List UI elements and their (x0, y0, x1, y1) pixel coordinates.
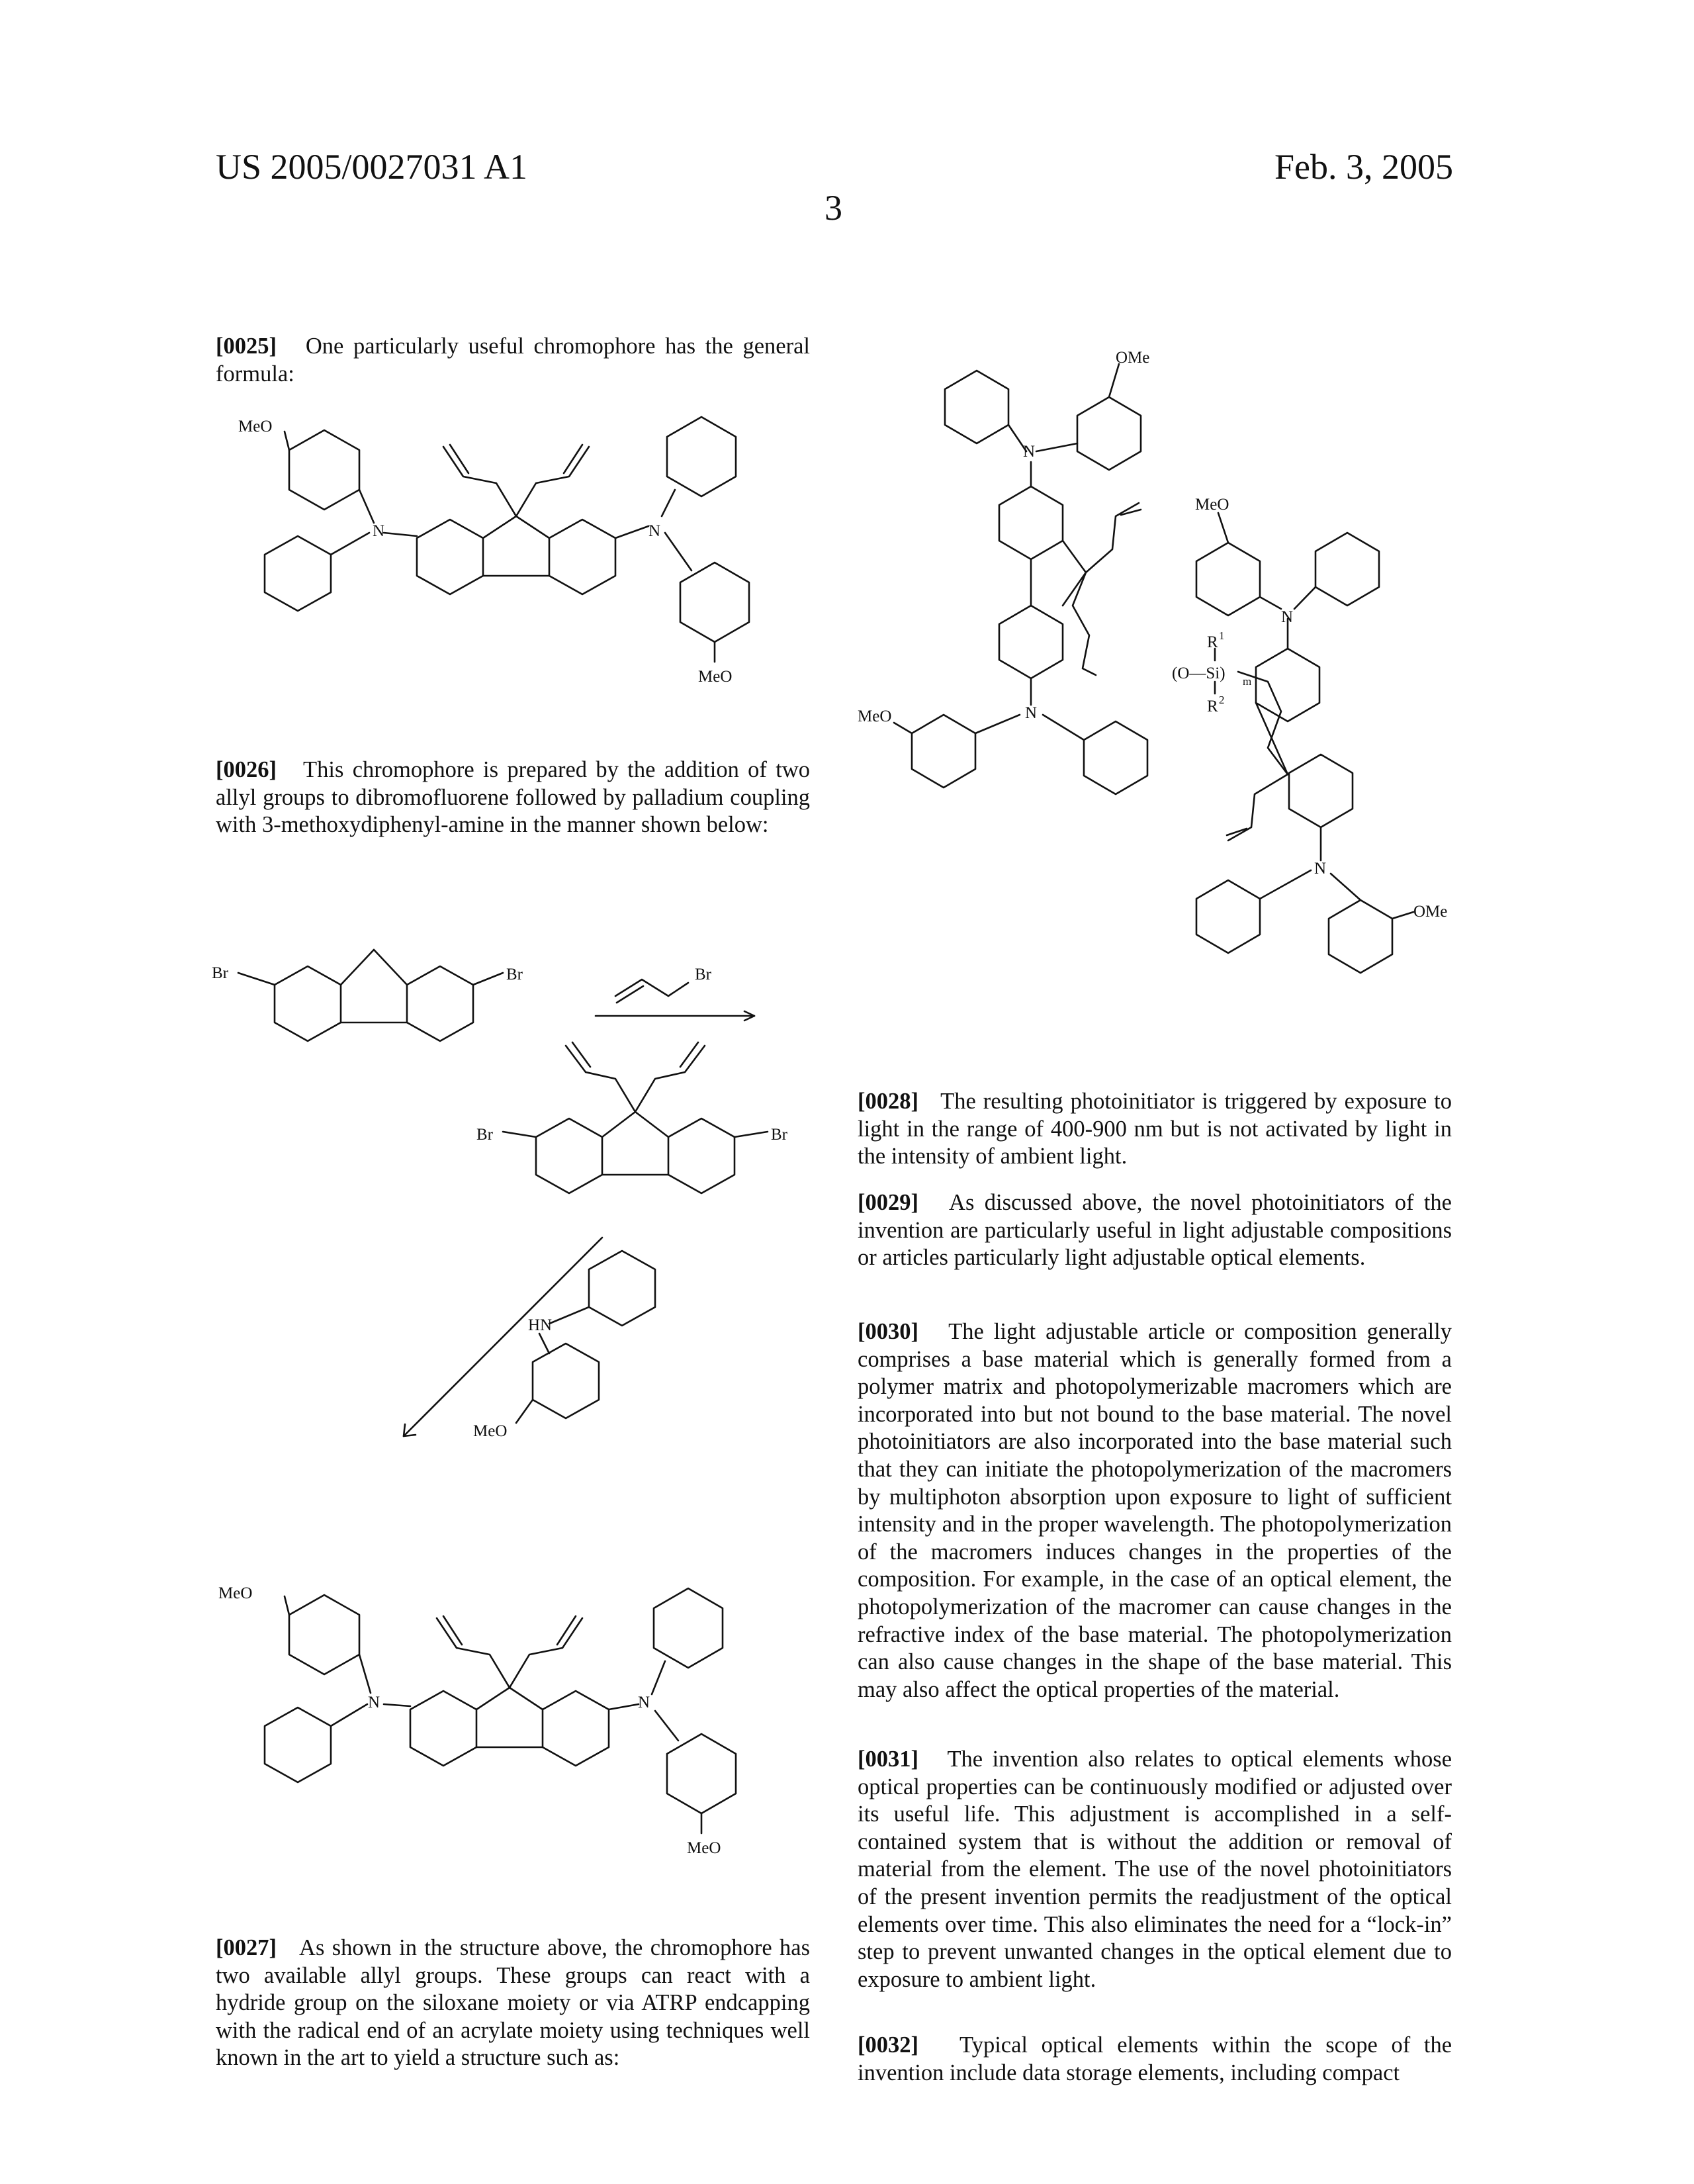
methoxy-label: MeO (858, 707, 891, 725)
chromophore-structure-1 (199, 384, 834, 715)
paragraph-number: [0028] (858, 1089, 918, 1114)
paragraph-text: This chromophore is prepared by the addition of two allyl groups to dibromofluorene followed by palladium coupling with 3-methoxydiphenyl-amine in the manner shown below: (216, 757, 810, 837)
siloxane-dimer-structure (858, 344, 1480, 1006)
methoxy-label: OMe (1116, 349, 1149, 367)
paragraph-text: As shown in the structure above, the chromophore has two available allyl groups. These groups can react with a hydride group on the siloxane moiety or via ATRP endcapping with the radical end of an acrylate moiety using techniques well known in the art to yield a structure such as: (216, 1935, 810, 2070)
paragraph-number: [0031] (858, 1747, 918, 1772)
paragraph-number: [0027] (216, 1935, 277, 1960)
patent-number: US 2005/0027031 A1 (216, 147, 527, 187)
amine-label: HN (528, 1316, 552, 1334)
paragraph-number: [0029] (858, 1190, 918, 1215)
paragraph-0025 (216, 333, 810, 388)
paragraph-number: [0032] (858, 2032, 918, 2058)
nitrogen-label: N (1281, 608, 1293, 626)
methoxy-label: MeO (687, 1839, 721, 1857)
paragraph-text: As discussed above, the novel photoinitiators of the invention are particularly useful in light adjustable compositions or articles particularly light adjustable optical elements. (858, 1190, 1452, 1270)
r1-superscript: 1 (1219, 629, 1225, 642)
paragraph-text: Typical optical elements within the scope of the invention include data storage elements, including compact (858, 2032, 1452, 2085)
chromophore-structure-2 (199, 1575, 834, 1893)
paragraph-0026 (216, 756, 810, 839)
r2-superscript: 2 (1219, 694, 1225, 706)
nitrogen-label: N (1314, 860, 1326, 878)
methoxy-label: MeO (1195, 496, 1229, 514)
nitrogen-label: N (1025, 704, 1037, 722)
methoxy-label: MeO (698, 668, 732, 686)
paragraph-number: [0030] (858, 1319, 918, 1344)
paragraph-0029 (858, 1189, 1452, 1272)
paragraph-0032 (858, 2032, 1452, 2087)
paragraph-0027 (216, 1934, 810, 2072)
nitrogen-label: N (368, 1694, 380, 1711)
methoxy-label: MeO (238, 418, 272, 435)
siloxane-label: (O—Si) (1172, 664, 1226, 682)
paragraph-0028 (858, 1088, 1452, 1171)
paragraph-text: The invention also relates to optical elements whose optical properties can be continuously modified or adjusted over its useful life. This adjustment is accomplished in a self-contained system that is without the addition or removal of material from the element. The use of the novel photoinitiators of the present invention permits the readjustment of the optical elements over time. This also eliminates the need for a “lock-in” step to prevent unwanted changes in the optical element due to exposure to ambient light. (858, 1747, 1452, 1992)
bromo-label: Br (506, 966, 523, 983)
nitrogen-label: N (373, 522, 384, 540)
nitrogen-label: N (648, 522, 660, 540)
nitrogen-label: N (638, 1694, 650, 1711)
bromo-label: Br (212, 964, 229, 982)
methoxy-label: OMe (1413, 903, 1447, 921)
paragraph-text: The light adjustable article or composition generally comprises a base material which is generally formed from a polymer matrix and photopolymerizable macromers which are incorporated into but not bound to the base material. The novel photoinitiators are also incorporated into the base material such that they can initiate the photopolymerization of the macromers by multiphoton absorption upon exposure to light of sufficient intensity and in the proper wavelength. The photopolymerization of the macromers induces changes in the properties of the composition. For example, in the case of an optical element, the photopolymerization of the macromer can cause changes in the refractive index of the base material. The photopolymerization can also cause changes in the shape of the base material. This may also affect the optical properties of the material. (858, 1319, 1452, 1702)
paragraph-0030 (858, 1318, 1452, 1704)
page-number: 3 (825, 188, 842, 228)
bromo-label: Br (695, 966, 712, 983)
repeat-count-label: m (1243, 675, 1251, 688)
methoxy-label: MeO (473, 1422, 507, 1440)
r2-label: R (1207, 698, 1218, 715)
paragraph-number: [0025] (216, 334, 277, 359)
bromo-label: Br (771, 1126, 788, 1144)
paragraph-number: [0026] (216, 757, 277, 782)
diallyl-dibromofluorene-structure (476, 1032, 821, 1205)
bromo-label: Br (476, 1126, 494, 1144)
paragraph-0031 (858, 1746, 1452, 1993)
methoxy-label: MeO (218, 1584, 252, 1602)
r1-label: R (1207, 633, 1218, 651)
paragraph-text: The resulting photoinitiator is triggered by exposure to light in the range of 400-900 nm but is not activated by light in the intensity of ambient light. (858, 1089, 1452, 1169)
paragraph-text: One particularly useful chromophore has the general formula: (216, 334, 810, 387)
publication-date: Feb. 3, 2005 (1274, 147, 1453, 187)
methoxydiphenylamine-structure (384, 1231, 688, 1509)
nitrogen-label: N (1023, 443, 1035, 461)
